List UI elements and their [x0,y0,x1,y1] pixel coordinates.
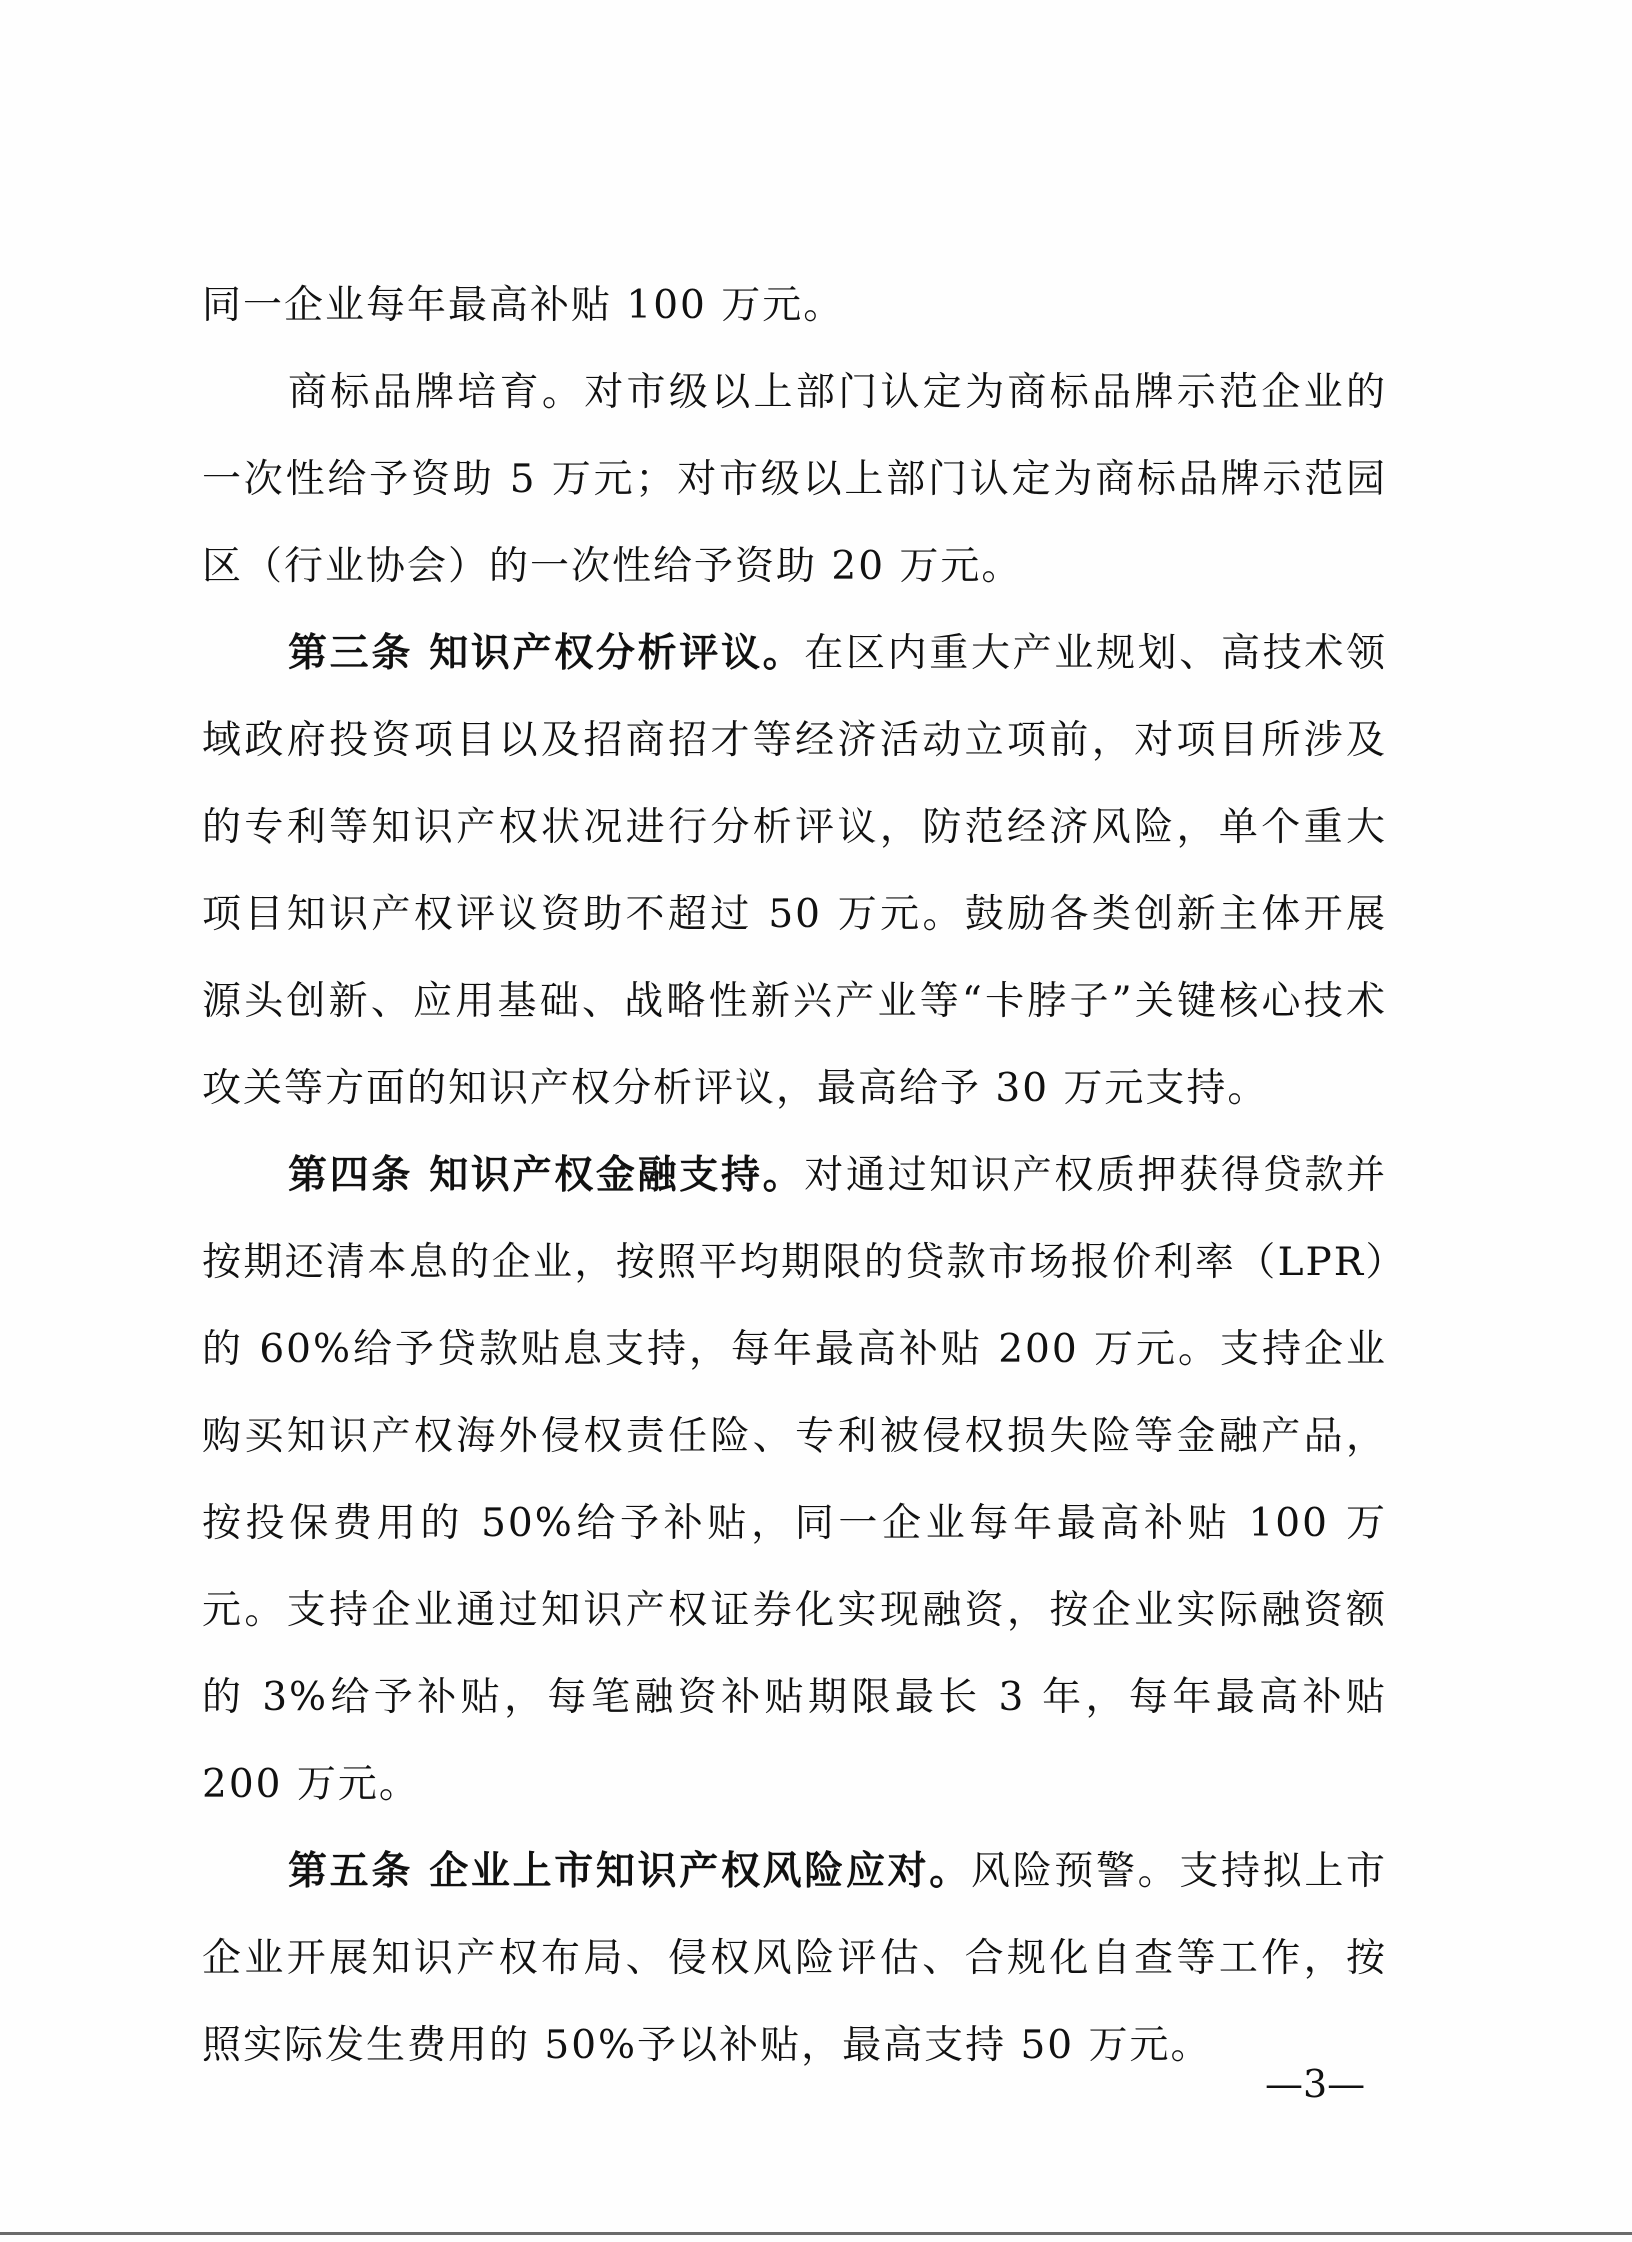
paragraph-continuation: 同一企业每年最高补贴 100 万元。 [202,283,845,328]
document-body [202,262,1387,2089]
article-5-heading: 第五条 企业上市知识产权风险应对。 [288,1849,971,1894]
paragraph-trademark-brand: 商标品牌培育。对市级以上部门认定为商标品牌示范企业的一次性给予资助 5 万元；对市级以上部门认定为商标品牌示范园区（行业协会）的一次性给予资助 20 万元。 [202,370,1387,589]
article-3-paragraph [202,610,1387,1132]
article-5-text: 风险预警。支持拟上市企业开展知识产权布局、侵权风险评估、合规化自查等工作，按照实际发生费用的 50%予以补贴，最高支持 50 万元。 [202,1849,1387,2068]
article-5-paragraph [202,1828,1387,2089]
article-3-heading: 第三条 知识产权分析评议。 [288,631,805,676]
article-4-heading: 第四条 知识产权金融支持。 [288,1153,805,1198]
article-4-paragraph [202,1132,1387,1828]
article-3-text: 在区内重大产业规划、高技术领域政府投资项目以及招商招才等经济活动立项前，对项目所涉及的专利等知识产权状况进行分析评议，防范经济风险，单个重大项目知识产权评议资助不超过 50 万元。鼓励各类创新主体开展源头创新、应用基础、战略性新兴产业等“卡脖子”关键核心技术攻关等方面的知识产权分析评议，最高给予 30 万元支持。 [202,631,1387,1111]
scan-edge-divider [0,2232,1632,2235]
page-number: —3— [1265,2062,1366,2106]
article-4-text: 对通过知识产权质押获得贷款并按期还清本息的企业，按照平均期限的贷款市场报价利率（LPR）的 60%给予贷款贴息支持，每年最高补贴 200 万元。支持企业购买知识产权海外侵权责任险、专利被侵权损失险等金融产品，按投保费用的 50%给予补贴，同一企业每年最高补贴 100 万元。支持企业通过知识产权证券化实现融资，按企业实际融资额的 3%给予补贴，每笔融资补贴期限最长 3 年，每年最高补贴 200 万元。 [202,1153,1387,1807]
